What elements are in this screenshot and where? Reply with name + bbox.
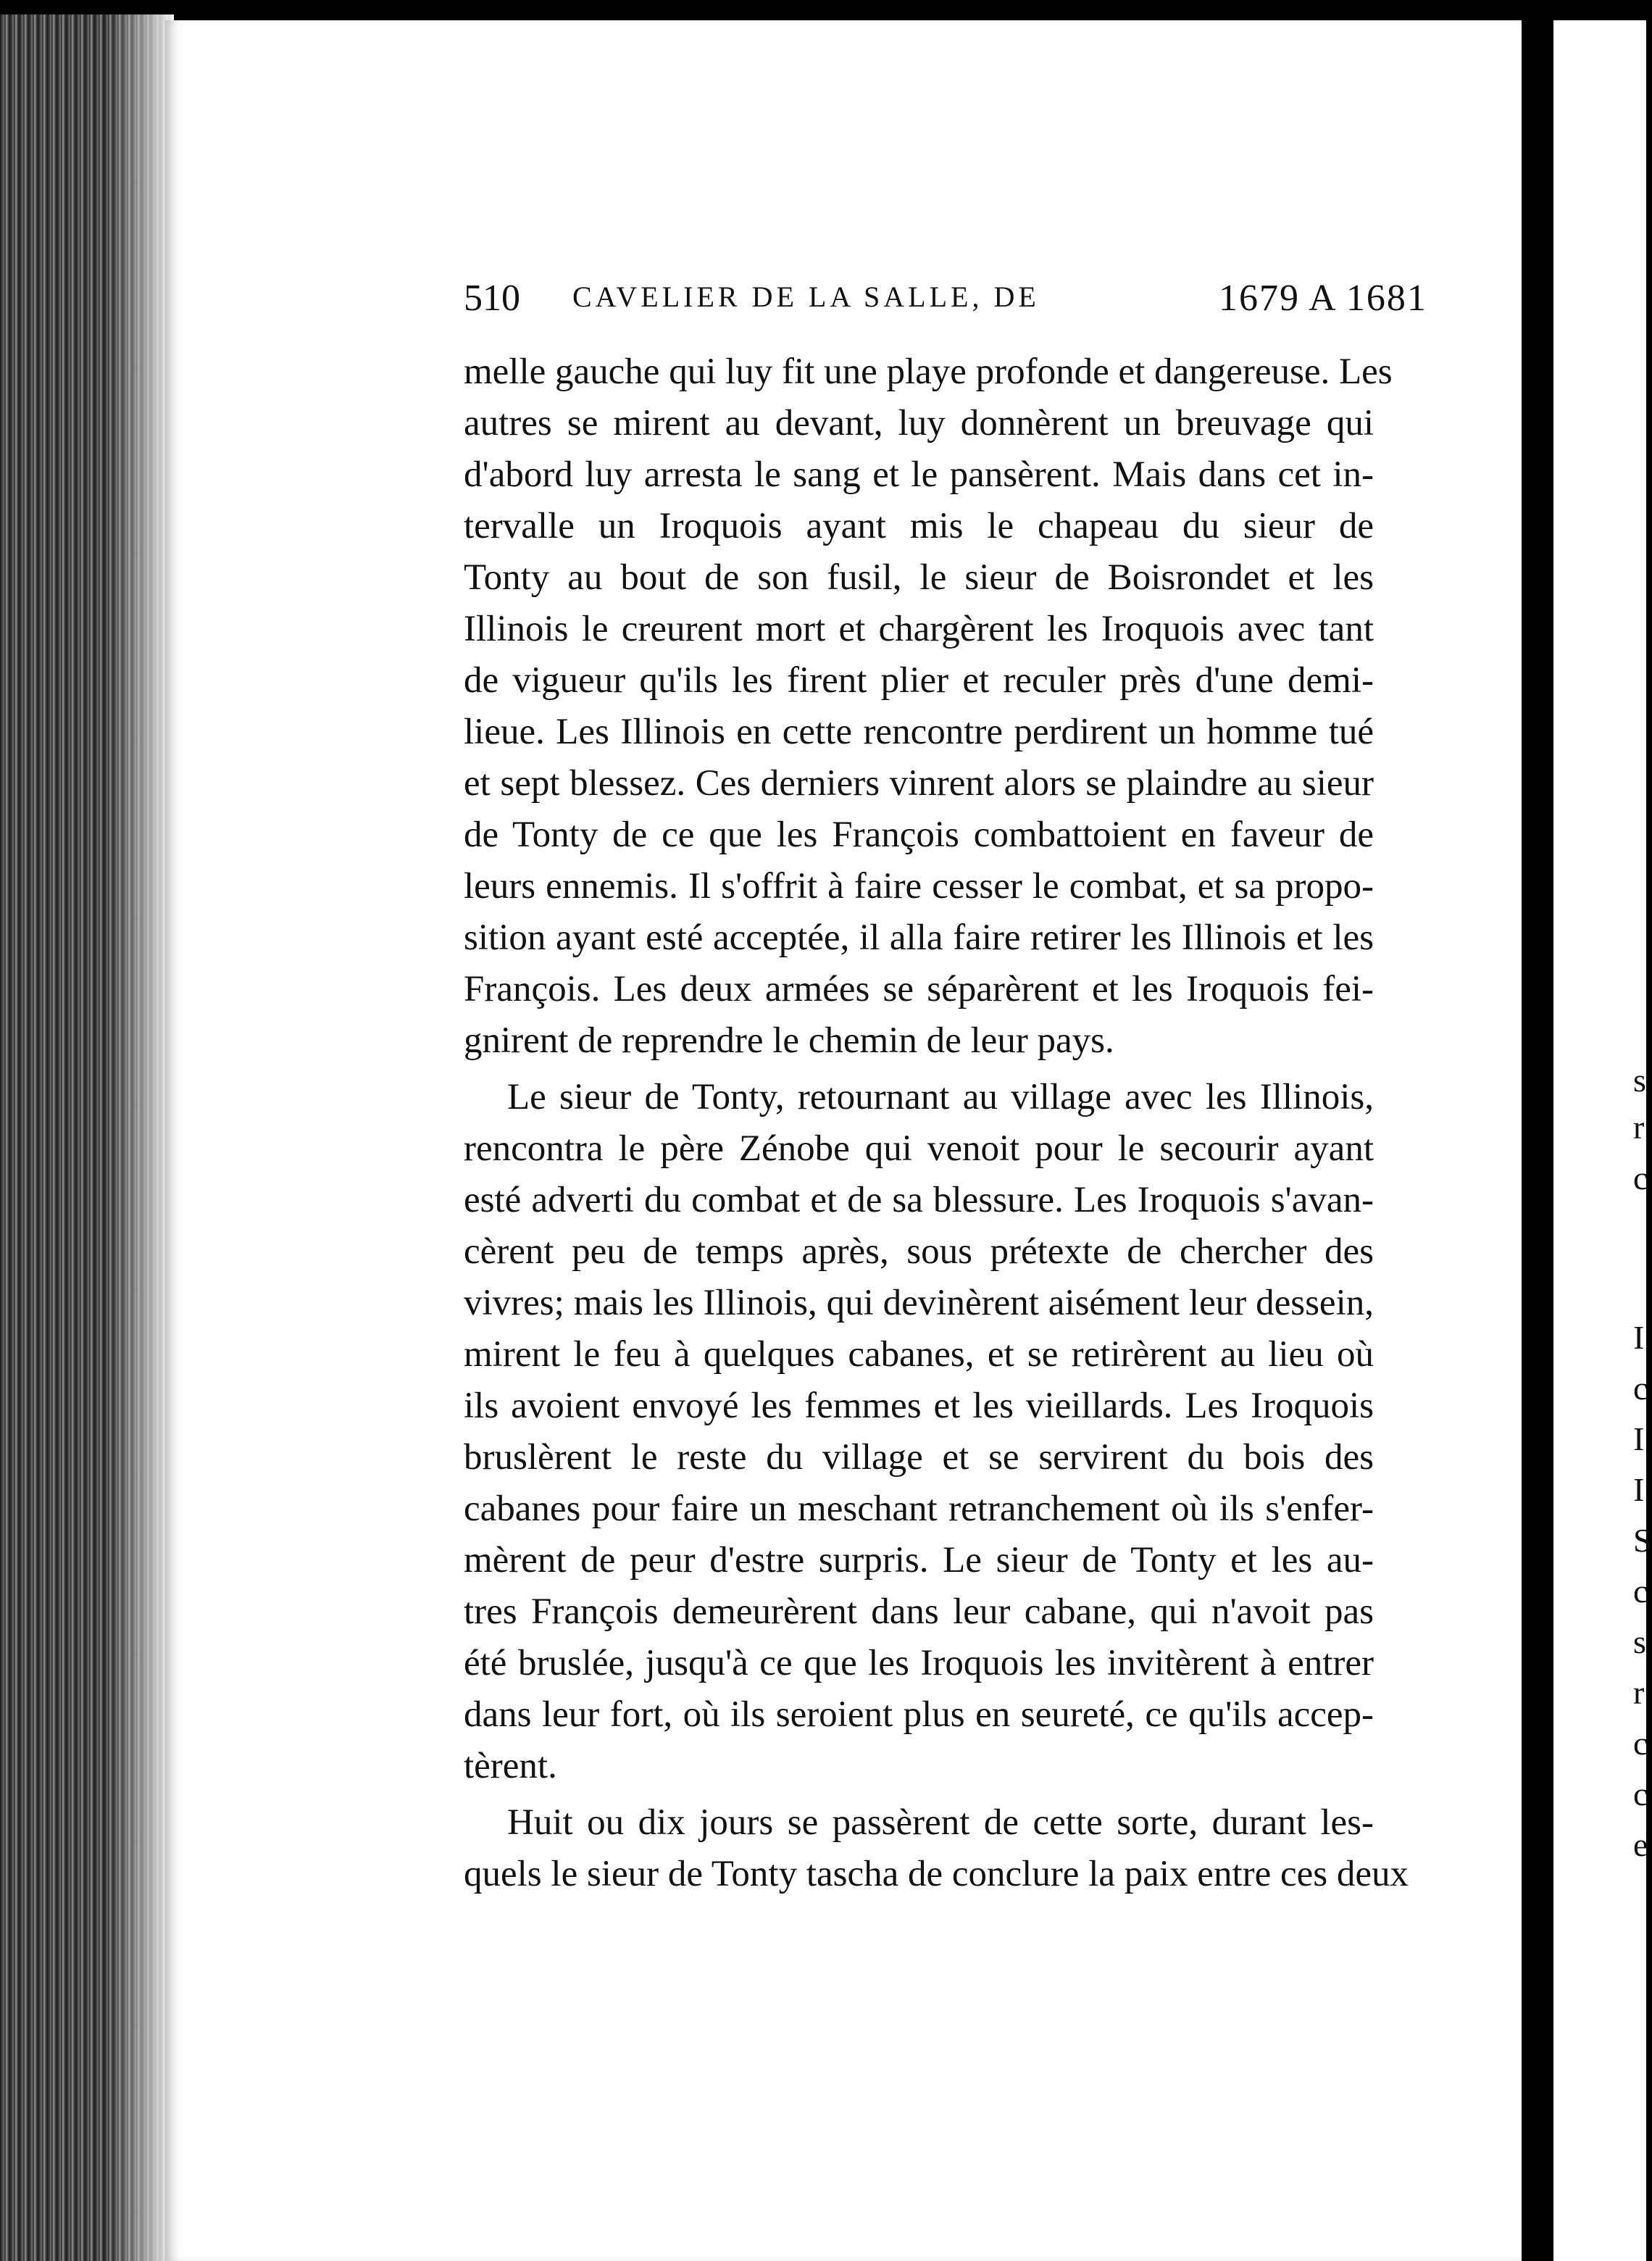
page-edge-shadow [109, 14, 174, 2261]
text-line: vivres; mais les Illinois, qui devinèrent aisément leur dessein, [464, 1283, 1374, 1323]
text-line: bruslèrent le reste du village et se servirent du bois des [464, 1437, 1374, 1478]
text-line: leurs ennemis. Il s'offrit à faire cesser le combat, et sa propo- [464, 866, 1374, 907]
facing-page-fragment: r [1633, 1109, 1645, 1146]
text-line: tervalle un Iroquois ayant mis le chapeau du sieur de [464, 506, 1374, 546]
running-header [464, 277, 1427, 323]
text-line: rencontra le père Zénobe qui venoit pour le secourir ayant [464, 1128, 1374, 1169]
facing-page-fragment: r [1633, 1674, 1645, 1711]
text-line: tres François demeurèrent dans leur cabane, qui n'avoit pas [464, 1591, 1374, 1632]
text-line: Tonty au bout de son fusil, le sieur de Boisrondet et les [464, 557, 1374, 598]
text-line: Illinois le creurent mort et chargèrent les Iroquois avec tant [464, 609, 1374, 649]
facing-page-fragment: I [1633, 1319, 1645, 1356]
text-line: lieue. Les Illinois en cette rencontre perdirent un homme tué [464, 712, 1374, 752]
text-line: gnirent de reprendre le chemin de leur pays. [464, 1020, 1114, 1061]
facing-page-fragment: s [1633, 1623, 1646, 1660]
text-line: François. Les deux armées se séparèrent et les Iroquois fei- [464, 969, 1374, 1009]
facing-page-fragment: I [1633, 1471, 1645, 1508]
facing-page-fragment: S [1633, 1522, 1652, 1559]
text-line: de vigueur qu'ils les firent plier et reculer près d'une demi- [464, 660, 1374, 701]
text-line: melle gauche qui luy fit une playe profonde et dangereuse. Les [464, 351, 1393, 392]
facing-page-edge [1553, 20, 1652, 2261]
text-line: ils avoient envoyé les femmes et les vieillards. Les Iroquois [464, 1386, 1374, 1426]
page-number: 510 [464, 278, 520, 319]
running-title: CAVELIER DE LA SALLE, DE [572, 280, 1040, 313]
text-line: dans leur fort, où ils seroient plus en seureté, ce qu'ils accep- [464, 1694, 1374, 1735]
facing-page-fragment: c [1633, 1573, 1648, 1610]
text-line: Le sieur de Tonty, retournant au village avec les Illinois, [507, 1077, 1374, 1117]
header-date-range: 1679 A 1681 [1219, 278, 1427, 319]
text-line: mèrent de peur d'estre surpris. Le sieur de Tonty et les au- [464, 1540, 1374, 1581]
text-line: quels le sieur de Tonty tascha de conclure la paix entre ces deux [464, 1854, 1409, 1894]
paragraph [464, 1797, 1409, 1900]
facing-page-fragment: I [1633, 1420, 1645, 1457]
facing-page-fragment: c [1633, 1775, 1648, 1812]
text-line: cèrent peu de temps après, sous prétexte de chercher des [464, 1231, 1374, 1272]
text-line: autres se mirent au devant, luy donnèrent un breuvage qui [464, 403, 1374, 444]
facing-page-fragment: c [1633, 1725, 1648, 1762]
text-line: Huit ou dix jours se passèrent de cette sorte, durant les- [507, 1802, 1374, 1843]
paragraph-gap [464, 1067, 1374, 1072]
text-line: d'abord luy arresta le sang et le pansèrent. Mais dans cet in- [464, 454, 1374, 495]
facing-page-fragment: e [1633, 1826, 1648, 1863]
text-line: été bruslée, jusqu'à ce que les Iroquois les invitèrent à entrer [464, 1643, 1374, 1683]
text-line: tèrent. [464, 1746, 557, 1786]
text-line: sition ayant esté acceptée, il alla faire retirer les Illinois et les [464, 917, 1374, 958]
paragraph [464, 346, 1393, 1067]
text-line: cabanes pour faire un meschant retranchement où ils s'enfer- [464, 1488, 1374, 1529]
facing-page-fragment: c [1633, 1370, 1648, 1407]
paragraph-gap [464, 1792, 1374, 1797]
text-line: et sept blessez. Ces derniers vinrent alors se plaindre au sieur [464, 763, 1374, 804]
paragraph [464, 1072, 1374, 1792]
book-gutter [1522, 0, 1553, 2261]
body-text [464, 346, 1409, 1900]
facing-page-fragment: s [1633, 1062, 1646, 1099]
facing-page-fragment: c [1633, 1159, 1648, 1196]
text-line: esté adverti du combat et de sa blessure. Les Iroquois s'avan- [464, 1180, 1374, 1220]
text-line: de Tonty de ce que les François combattoient en faveur de [464, 815, 1374, 855]
text-line: mirent le feu à quelques cabanes, et se retirèrent au lieu où [464, 1334, 1374, 1375]
